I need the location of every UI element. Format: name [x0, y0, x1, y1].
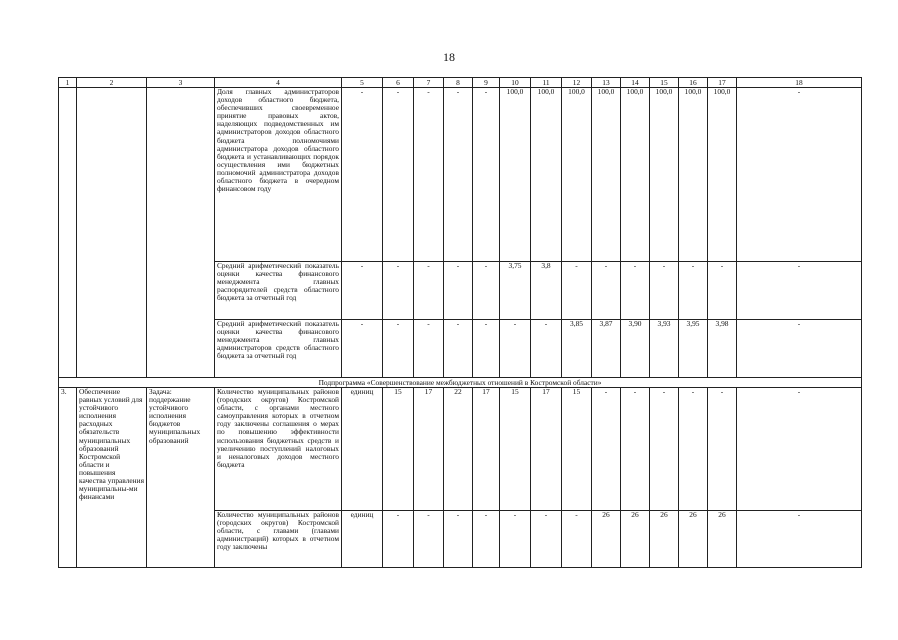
column-number: 11: [531, 78, 562, 88]
unit-cell: единиц: [342, 511, 383, 568]
value-cell: -: [500, 320, 531, 378]
unit-cell: -: [342, 320, 383, 378]
value-cell: -: [473, 511, 500, 568]
subprogram-row: [59, 378, 862, 388]
value-cell: 3,85: [562, 320, 592, 378]
value-cell: 22: [444, 388, 473, 511]
column-number: 10: [500, 78, 531, 88]
value-cell: 3,87: [592, 320, 621, 378]
value-cell: 26: [621, 511, 650, 568]
note-cell: -: [737, 511, 862, 568]
value-cell: -: [444, 262, 473, 320]
task-cell: [147, 88, 215, 378]
value-cell: -: [473, 88, 500, 262]
column-number: 2: [77, 78, 147, 88]
value-cell: 17: [531, 388, 562, 511]
value-cell: 100,0: [679, 88, 708, 262]
value-cell: 3,75: [500, 262, 531, 320]
value-cell: -: [562, 262, 592, 320]
value-cell: 3,93: [650, 320, 679, 378]
value-cell: -: [500, 511, 531, 568]
note-cell: -: [737, 388, 862, 511]
unit-cell: единиц: [342, 388, 383, 511]
row-number-cell: [59, 88, 77, 378]
value-cell: -: [444, 511, 473, 568]
task-cell: Задача: поддержание устойчивого исполнения бюджетов муниципальных образований: [147, 388, 215, 568]
value-cell: -: [592, 262, 621, 320]
value-cell: 3,98: [708, 320, 737, 378]
column-number: 16: [679, 78, 708, 88]
unit-cell: -: [342, 262, 383, 320]
value-cell: -: [414, 88, 444, 262]
value-cell: -: [473, 262, 500, 320]
value-cell: 100,0: [708, 88, 737, 262]
column-number: 4: [215, 78, 342, 88]
value-cell: 3,95: [679, 320, 708, 378]
column-number: 12: [562, 78, 592, 88]
value-cell: 26: [650, 511, 679, 568]
column-number: 8: [444, 78, 473, 88]
value-cell: 26: [708, 511, 737, 568]
value-cell: -: [679, 262, 708, 320]
value-cell: -: [708, 262, 737, 320]
value-cell: -: [414, 511, 444, 568]
value-cell: 3,8: [531, 262, 562, 320]
value-cell: -: [531, 511, 562, 568]
value-cell: -: [562, 511, 592, 568]
table-row: [59, 88, 862, 262]
value-cell: -: [650, 388, 679, 511]
indicators-table: [58, 77, 862, 568]
value-cell: -: [383, 262, 414, 320]
column-number: 9: [473, 78, 500, 88]
column-number: 6: [383, 78, 414, 88]
value-cell: -: [383, 320, 414, 378]
goal-cell: [77, 88, 147, 378]
column-number: 18: [737, 78, 862, 88]
value-cell: 100,0: [621, 88, 650, 262]
value-cell: 100,0: [650, 88, 679, 262]
value-cell: -: [473, 320, 500, 378]
value-cell: -: [414, 320, 444, 378]
indicator-name: Количество муниципальных районов (городских округов) Костромской области, с главами (главами администраций) которых в отчетном году заключены: [215, 511, 342, 568]
value-cell: -: [592, 388, 621, 511]
value-cell: 100,0: [562, 88, 592, 262]
value-cell: -: [414, 262, 444, 320]
value-cell: -: [444, 320, 473, 378]
note-cell: -: [737, 262, 862, 320]
value-cell: 15: [562, 388, 592, 511]
column-number: 17: [708, 78, 737, 88]
value-cell: -: [383, 511, 414, 568]
row-number-cell: 3.: [59, 388, 77, 568]
indicator-name: Доля главных администраторов доходов областного бюджета, обеспечивших своевременное принятие правовых актов, наделяющих подведомственных им администраторов доходов областного бюджета полномочиями администратора доходов областного бюджета и устанавливающих порядок осуществления ими бюджетных полномочий администратора доходов областного бюджета в очередном финансовом году: [215, 88, 342, 262]
column-number-row: [59, 78, 862, 88]
value-cell: -: [444, 88, 473, 262]
column-number: 7: [414, 78, 444, 88]
table-row: [59, 388, 862, 511]
value-cell: 100,0: [592, 88, 621, 262]
value-cell: 15: [383, 388, 414, 511]
column-number: 1: [59, 78, 77, 88]
indicator-name: Средний арифметический показатель оценки качества финансового менеджмента главных распорядителей средств областного бюджета за отчетный год: [215, 262, 342, 320]
value-cell: -: [383, 88, 414, 262]
value-cell: 100,0: [500, 88, 531, 262]
value-cell: 17: [414, 388, 444, 511]
unit-cell: -: [342, 88, 383, 262]
column-number: 14: [621, 78, 650, 88]
value-cell: 3,90: [621, 320, 650, 378]
indicator-name: Количество муниципальных районов (городских округов) Костромской области, с органами местного самоуправления которых в отчетном году заключены соглашения о мерах по повышению эффективности использования бюджетных средств и увеличению поступлений налоговых и неналоговых доходов местного бюджета: [215, 388, 342, 511]
value-cell: -: [679, 388, 708, 511]
value-cell: -: [708, 388, 737, 511]
value-cell: -: [531, 320, 562, 378]
value-cell: -: [621, 262, 650, 320]
value-cell: 26: [679, 511, 708, 568]
column-number: 3: [147, 78, 215, 88]
value-cell: 15: [500, 388, 531, 511]
subprogram-title: Подпрограмма «Совершенствование межбюджетных отношений в Костромской области»: [59, 378, 862, 388]
note-cell: -: [737, 320, 862, 378]
value-cell: 26: [592, 511, 621, 568]
goal-cell: Обеспечение равных условий для устойчивого исполнения расходных обязательств муниципальных образований Костромской области и повышения качества управления муниципальны-ми финансами: [77, 388, 147, 568]
value-cell: 100,0: [531, 88, 562, 262]
note-cell: -: [737, 88, 862, 262]
page-number: 18: [443, 50, 455, 64]
value-cell: -: [650, 262, 679, 320]
column-number: 5: [342, 78, 383, 88]
column-number: 13: [592, 78, 621, 88]
column-number: 15: [650, 78, 679, 88]
value-cell: 17: [473, 388, 500, 511]
value-cell: -: [621, 388, 650, 511]
indicator-name: Средний арифметический показатель оценки качества финансового менеджмента главных администраторов средств областного бюджета за отчетный год: [215, 320, 342, 378]
